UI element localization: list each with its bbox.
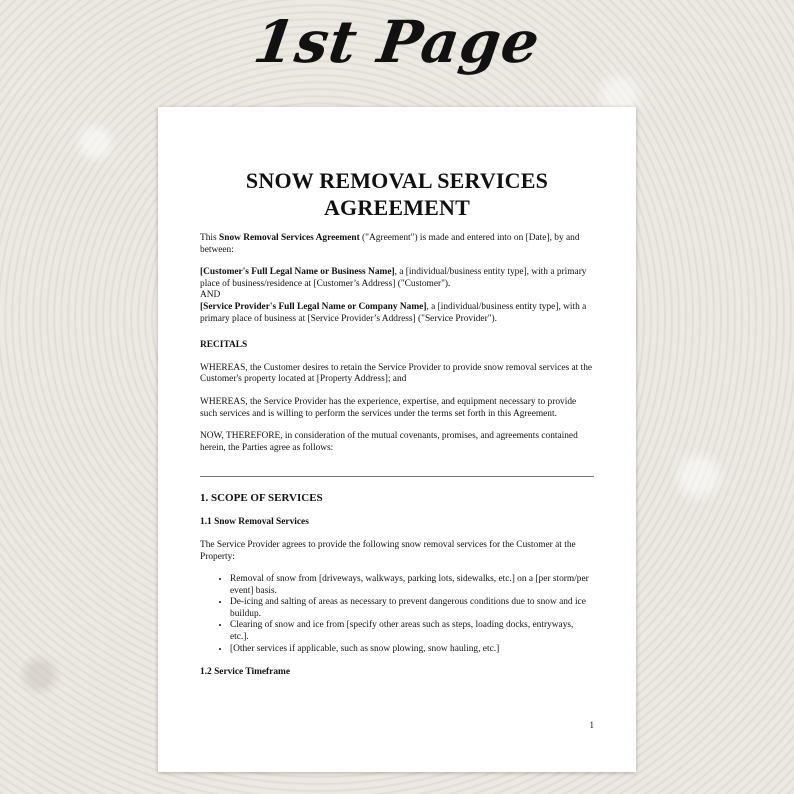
document-title: SNOW REMOVAL SERVICES AGREEMENT (245, 168, 549, 220)
document-page (158, 107, 636, 772)
customer-party: [Customer's Full Legal Name or Business Name], a [individual/business entity type], with a primary place of business/residence at [Customer’s Address] ("Customer"). (200, 267, 587, 289)
list-item: • Clearing of snow and ice from [specify other areas such as steps, loading docks, entryways, etc.]. (230, 620, 594, 643)
section-1-1-heading: 1.1 Snow Removal Services (200, 517, 309, 528)
list-item: • De-icing and salting of areas as necessary to prevent dangerous conditions due to snow and ice buildup. (230, 597, 594, 620)
intro-paragraph: This Snow Removal Services Agreement ("Agreement") is made and entered into on [Date], by and between: (200, 233, 580, 255)
list-item: • [Other services if applicable, such as snow plowing, snow hauling, etc.] (230, 644, 594, 656)
section-divider (200, 476, 594, 477)
section-1-1-text: The Service Provider agrees to provide the following snow removal services for the Customer at the Property: (200, 539, 576, 562)
whereas-paragraph-1: WHEREAS, the Customer desires to retain the Service Provider to provide snow removal services at the Customer's property located at [Property Address]; and (200, 362, 593, 385)
section-1-heading: 1. SCOPE OF SERVICES (200, 492, 323, 505)
and-separator: AND (200, 290, 221, 301)
page-number: 1 (589, 720, 594, 730)
list-item: • Removal of snow from [driveways, walkways, parking lots, sidewalks, etc.] on a [per storm/per event] basis. (230, 574, 594, 597)
page-banner: 1st Page (249, 8, 545, 76)
now-therefore-paragraph: NOW, THEREFORE, in consideration of the mutual covenants, promises, and agreements contained herein, the Parties agree as follows: (200, 431, 578, 453)
section-1-2-heading: 1.2 Service Timeframe (200, 667, 290, 678)
whereas-paragraph-2: WHEREAS, the Service Provider has the experience, expertise, and equipment necessary to provide such services and is willing to perform the services under the terms set forth in this Agreement. (200, 396, 577, 419)
provider-party: [Service Provider's Full Legal Name or Company Name], a [individual/business entity type], with a primary place of business at [Service Provider’s Address] ("Service Provider"). (200, 301, 587, 324)
services-list (200, 574, 594, 655)
recitals-heading: RECITALS (200, 340, 248, 351)
